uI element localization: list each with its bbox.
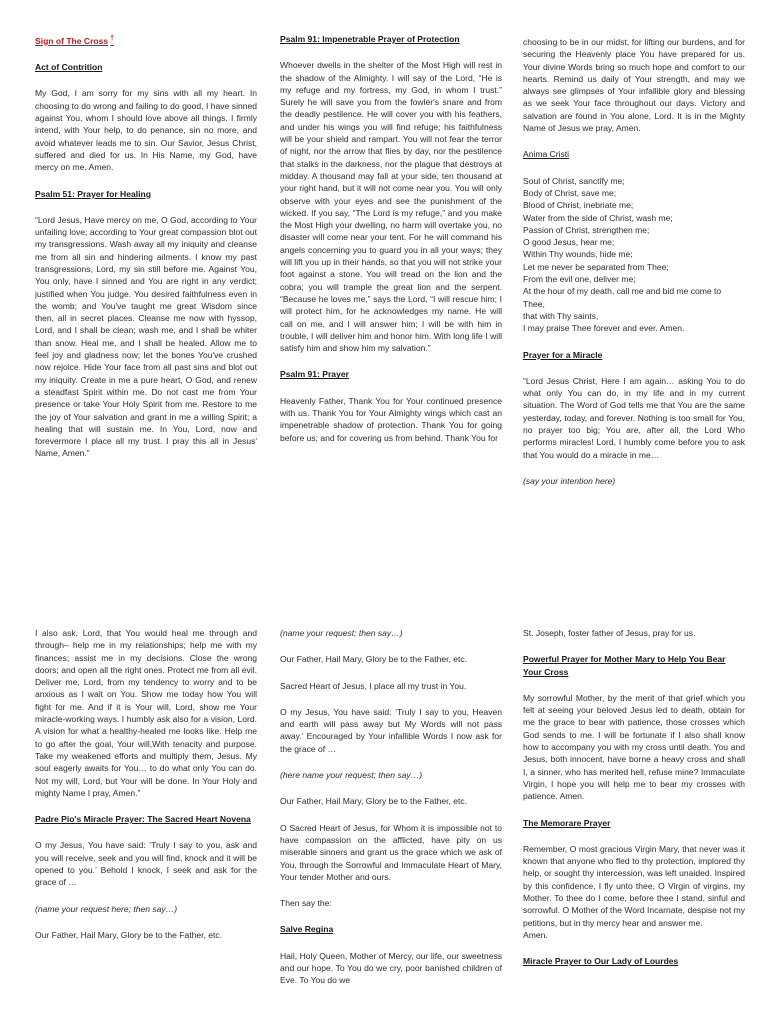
psalm-91-prayer-continued: choosing to be in our midst, for lifting our burdens, and for securing the Heavenly place You have prepared for us. Your divine Words bring so much hope and comfort to our hearts. Remind us daily of Your strength, and may we always see glimpses of Your infallible glory and blessing as we seek Your face throughout our days. Victory and salvation are found in You alone, Lord. It is in the Mighty Name of Jesus we pray, Amen. <box>523 37 745 134</box>
lourdes-heading: Miracle Prayer to Our Lady of Lourdes <box>523 956 679 967</box>
our-father-line: Our Father, Hail Mary, Glory be to the Father, etc. <box>35 929 222 940</box>
act-of-contrition-heading: Act of Contrition <box>35 62 103 73</box>
padre-pio-heading: Padre Pio's Miracle Prayer: The Sacred Heart Novena <box>35 814 251 825</box>
our-father-line: Our Father, Hail Mary, Glory be to the Father, etc. <box>280 796 467 807</box>
cross-icon: † <box>110 35 115 42</box>
prayer-for-a-miracle-text: “Lord Jesus Christ, Here I am again… asking You to do what only You can do, in my life and in my current situation. The Word of God tells me that You are the same yesterday, today, and forever. Nothing is too small for You, no prayer too big; You are, after all, the Lord Who performs miracles! Lord, I humbly come before you to ask that You would do a miracle in me… <box>523 375 745 460</box>
anima-line: Soul of Christ, sanctify me; <box>523 175 625 186</box>
anima-cristi-heading: Anima Cristi <box>523 149 570 160</box>
psalm-91-protection-text: Whoever dwells in the shelter of the Most High will rest in the shadow of the Almighty. I will say of the Lord, “He is my refuge and my fortress, my God, in whom I trust.” Surely he will save you from the fowler's snare and from the deadly pestilence. He will cover you with his feathers, and under his wings you will find refuge; his faithfulness will be your shield and rampart. You will not fear the terror of night, nor the arrow that flies by day, nor the pestilence that stalks in the darkness, nor the plague that destroys at midday. A thousand may fall at your side, ten thousand at your right hand, but it will not come near you. You will only observe with your eyes and see the punishment of the wicked. If you say, “The Lord is my refuge,” and you make the Most High your dwelling, no harm will overtake you, no disaster will come near your tent. For he will command his angels concerning you to guard you in all your ways; they will lift you up in their hands, so that you will not strike your foot against a stone. You will tread on the lion and the cobra; you will trample the great lion and the serpent. “Because he loves me,” says the Lord, “I will rescue him; I will protect him, for he acknowledges my name. He will call on me, and I will answer him; I will be with him in trouble, I will deliver him and honor him. With long life I will satisfy him and show him my salvation.” <box>280 60 502 354</box>
sacred-heart-line: Sacred Heart of Jesus, I place all my trust in You. <box>280 680 467 691</box>
intention-note: (say your intention here) <box>523 475 616 486</box>
psalm-91-prayer-heading: Psalm 91: Prayer <box>280 369 349 380</box>
anima-line: Let me never be separated from Thee; <box>523 261 669 272</box>
act-of-contrition-text: My God, I am sorry for my sins with all my heart. In choosing to do wrong and failing to do good, I have sinned against You, whom I should love above all things. I firmly intend, with Your help, to do penance, sin no more, and avoid whatever leads me to sin. Our Savior, Jesus Christ, suffered and died for us. In His Name, my God, have mercy on me. Amen. <box>35 88 257 173</box>
top-column-3 <box>523 36 745 586</box>
anima-line: I may praise Thee forever and ever. Amen. <box>523 323 685 334</box>
bottom-column-1 <box>35 627 257 1024</box>
bottom-column-2 <box>280 627 502 1024</box>
anima-line: Water from the side of Christ, wash me; <box>523 212 673 223</box>
request-note: (name your request here; then say…) <box>35 903 178 914</box>
anima-line: Within Thy wounds, hide me; <box>523 249 633 260</box>
psalm-51-heading: Psalm 51: Prayer for Healing <box>35 188 151 199</box>
salve-regina-heading: Salve Regina <box>280 924 334 935</box>
psalm-91-prayer-text: Heavenly Father, Thank You for Your continued presence with us. Thank You for Your Almighty wings which cast an impenetrable shadow of protection. Thank You for going before us; and for covering us from behind. Thank You for <box>280 395 502 443</box>
top-column-2 <box>280 33 502 583</box>
anima-line: that with Thy saints, <box>523 310 599 321</box>
sign-of-the-cross-heading: Sign of The Cross † <box>35 35 115 46</box>
sacred-heart-compassion-text: O Sacred Heart of Jesus, for Whom it is impossible not to have compassion on the afflicted, have pity on us miserable sinners and grant us the grace which we ask of You, through the Sorrowful and Immaculate Heart of Mary, Your tender Mother and ours. <box>280 822 502 882</box>
bottom-column-3 <box>523 627 745 1024</box>
request-note: (name your request; then say…) <box>280 628 403 638</box>
anima-cristi-lines <box>523 175 745 335</box>
prayer-for-a-miracle-heading: Prayer for a Miracle <box>523 349 603 360</box>
anima-line: Blood of Christ, inebriate me; <box>523 200 634 211</box>
jesus-said-text: O my Jesus, You have said: ‘Truly I say to you, Heaven and earth will pass away but My Words will not pass away.’ Encouraged by Your infallible Words I now ask for the grace of … <box>280 706 502 754</box>
anima-line: O good Jesus, hear me; <box>523 237 615 248</box>
psalm-51-text: “Lord Jesus, Have mercy on me, O God, according to Your unfailing love; according to Your great compassion blot out my transgressions. Wash away all my iniquity and cleanse me from all sin and hindering ailments. I know my past transgressions, Lord, my sin still before me. Against You, You only, have I sinned and You are right in any verdict; justified when You judge. You desired faithfulness even in the womb; and You've taught me great Wisdom since then, all in secret places. Cleanse me now with hyssop, Lord, and I shall be clean; wash me, and I shall be whiter than snow. Heal me, and I shall be healed. Allow me to feel joy and gladness now; let the bones You've crushed now rejoice. Hide Your face from all past sins and blot out my iniquity. Create in me a pure heart, O God, and renew a steadfast Spirit within me. Do not cast me from Your presence or take Your Holy Spirit from me. Restore to me the joy of Your salvation and grant in me a willing Spirit; a healing that will sustain me. In You, Lord, now and forevermore I place all my trust. I pray this all in Jesus' Name, Amen.” <box>35 214 257 459</box>
top-column-1 <box>35 33 257 583</box>
st-joseph-line: St. Joseph, foster father of Jesus, pray for us. <box>523 628 696 638</box>
memorare-heading: The Memorare Prayer <box>523 817 611 828</box>
anima-line: At the hour of my death, call me and bid me come to Thee, <box>523 286 722 309</box>
mother-mary-text: My sorrowful Mother, by the merit of that grief which you felt at seeing your beloved Jesus led to death, obtain for me the grace to bear with patience, those crosses which God sends to me. I will be fortunate if I also shall know how to accompany you with my cross until death. You and Jesus, both innocent, have borne a heavy cross and shall I, a sinner, who has merited hell, refuse mine? Immaculate Virgin, I hope you will help me to bear my crosses with patience. Amen. <box>523 692 745 802</box>
anima-line: Body of Christ, save me; <box>523 187 617 198</box>
salve-regina-text: Hail, Holy Queen, Mother of Mercy, our life, our sweetness and our hope. To You do we cry, poor banished children of Eve. To You do we <box>280 950 502 986</box>
mother-mary-heading: Powerful Prayer for Mother Mary to Help You Bear Your Cross <box>523 654 726 677</box>
anima-line: Passion of Christ, strengthen me; <box>523 224 650 235</box>
anima-line: From the evil one, deliver me; <box>523 274 636 285</box>
request-note: (here name your request; then say…) <box>280 770 423 781</box>
memorare-text: Remember, O most gracious Virgin Mary, that never was it known that anyone who fled to thy protection, implored thy help, or sought thy intercession, was left unaided. Inspired by this confidence, I fly unto thee, O Virgin of virgins, my Mother. To thee do I come, before thee I stand, sinful and sorrowful. O Mother of the Word Incarnate, despise not my petitions, but in thy mercy hear and answer me. <box>523 843 745 928</box>
psalm-91-protection-heading: Psalm 91: Impenetrable Prayer of Protection <box>280 34 460 44</box>
padre-pio-text: O my Jesus, You have said: ‘Truly I say to you, ask and you will receive, seek and you will find, knock and it will be opened to you.’ Behold I knock, I seek and ask for the grace of … <box>35 840 257 888</box>
then-say-line: Then say the: <box>280 898 332 909</box>
memorare-amen: Amen. <box>523 929 548 940</box>
our-father-line: Our Father, Hail Mary, Glory be to the Father, etc. <box>280 654 467 665</box>
miracle-prayer-continued: I also ask, Lord, that You would heal me through and through– help me in my relationships; help me with my finances; assist me in my decisions. Close the wrong doors; and open all the right ones. Protect me from all evil. Deliver me, Lord, from my tendency to worry and to be anxious as I wait on You. Show me today how You will fight for me. And if it is Your will, Lord, show me Your miracle-working ways. I humbly ask also for a vision, Lord. A vision for what a healthy-healed me looks like. Help me to go after the goal, Your will,With tenacity and purpose. Take my weakened efforts and multiply them, Jesus. My soul eagerly awaits for You… to do what only You can do. Not my will, Lord, but Your will be done. In Your Holy and mighty Name I pray, Amen.” <box>35 628 257 798</box>
